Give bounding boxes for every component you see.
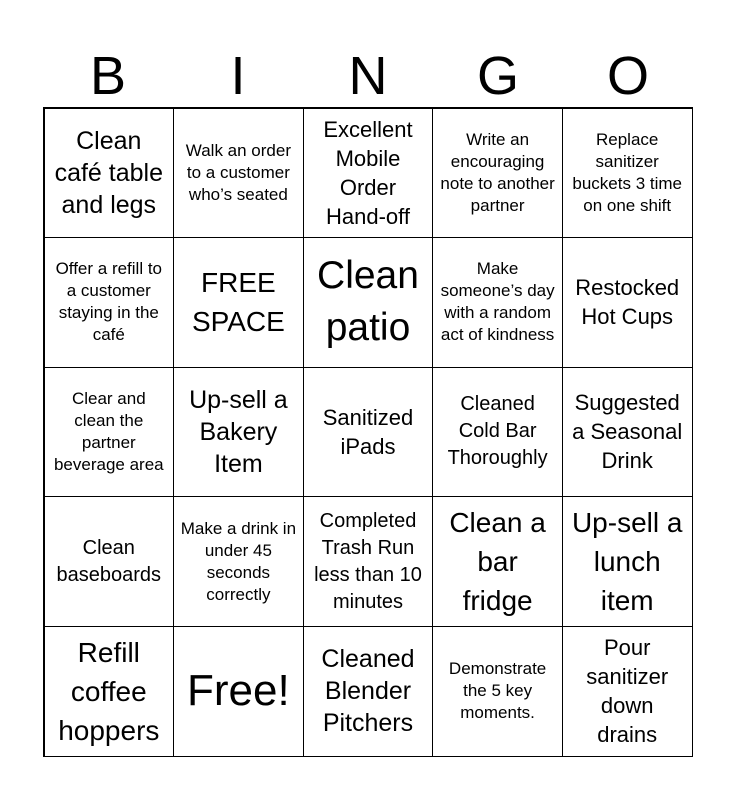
- bingo-cell[interactable]: [173, 108, 304, 239]
- header-letter-o: O: [606, 46, 649, 106]
- cell-text: Up-sell a lunch item: [571, 507, 683, 617]
- cell-text: Offer a refill to a customer staying in the café: [55, 259, 163, 345]
- cell-text: Clear and clean the partner beverage area: [53, 388, 164, 474]
- cell-text: Pour sanitizer down drains: [586, 635, 669, 748]
- bingo-cell[interactable]: [562, 626, 693, 757]
- bingo-cell[interactable]: [303, 108, 434, 239]
- header-letter-g: G: [476, 46, 519, 106]
- cell-text: Suggested a Seasonal Drink: [572, 390, 683, 474]
- bingo-cell[interactable]: [173, 496, 304, 627]
- cell-text: FREE SPACE: [191, 267, 285, 338]
- cell-text: Write an encouraging note to another partner: [440, 129, 555, 215]
- header-letter-n: N: [348, 46, 388, 106]
- cell-text: Demonstrate the 5 key moments.: [448, 659, 547, 723]
- bingo-cell[interactable]: [432, 237, 563, 368]
- bingo-cell[interactable]: [562, 237, 693, 368]
- cell-text: Clean a bar fridge: [449, 507, 546, 617]
- cell-text: Sanitized iPads: [322, 404, 414, 459]
- cell-text: Cleaned Cold Bar Thoroughly: [447, 393, 548, 470]
- bingo-cell-free[interactable]: [173, 626, 304, 757]
- cell-text: Walk an order to a customer who’s seated: [185, 140, 291, 204]
- bingo-cell[interactable]: [303, 626, 434, 757]
- bingo-cell[interactable]: [562, 367, 693, 498]
- bingo-cell[interactable]: [44, 237, 175, 368]
- cell-text: Replace sanitizer buckets 3 time on one shift: [572, 129, 682, 215]
- cell-text: Completed Trash Run less than 10 minutes: [314, 509, 422, 613]
- bingo-grid: [43, 107, 693, 757]
- cell-text: Restocked Hot Cups: [575, 275, 680, 330]
- bingo-cell[interactable]: [432, 626, 563, 757]
- cell-text: Clean patio: [317, 254, 419, 350]
- header-letter-i: I: [230, 46, 246, 106]
- cell-text: Clean baseboards: [56, 536, 162, 586]
- cell-text: Refill coffee hoppers: [58, 636, 160, 746]
- bingo-cell[interactable]: [44, 108, 175, 239]
- bingo-cell[interactable]: [432, 496, 563, 627]
- cell-text: Up-sell a Bakery Item: [189, 385, 288, 478]
- header-letter-b: B: [89, 46, 127, 106]
- bingo-cell-free-space[interactable]: [173, 237, 304, 368]
- cell-text: Clean café table and legs: [54, 126, 163, 219]
- bingo-cell[interactable]: [44, 626, 175, 757]
- cell-text: Make a drink in under 45 seconds correctly: [180, 518, 297, 604]
- bingo-cell[interactable]: [562, 108, 693, 239]
- cell-text: Excellent Mobile Order Hand-off: [323, 116, 413, 229]
- cell-text: Make someone’s day with a random act of kindness: [440, 259, 555, 345]
- bingo-header: [43, 44, 693, 108]
- bingo-cell[interactable]: [44, 496, 175, 627]
- bingo-cell[interactable]: [562, 496, 693, 627]
- bingo-cell[interactable]: [303, 496, 434, 627]
- bingo-cell[interactable]: [303, 367, 434, 498]
- cell-text: Cleaned Blender Pitchers: [321, 645, 415, 738]
- bingo-cell[interactable]: [303, 237, 434, 368]
- bingo-cell[interactable]: [432, 108, 563, 239]
- bingo-cell[interactable]: [44, 367, 175, 498]
- bingo-cell[interactable]: [173, 367, 304, 498]
- cell-text: Free!: [187, 666, 290, 716]
- bingo-cell[interactable]: [432, 367, 563, 498]
